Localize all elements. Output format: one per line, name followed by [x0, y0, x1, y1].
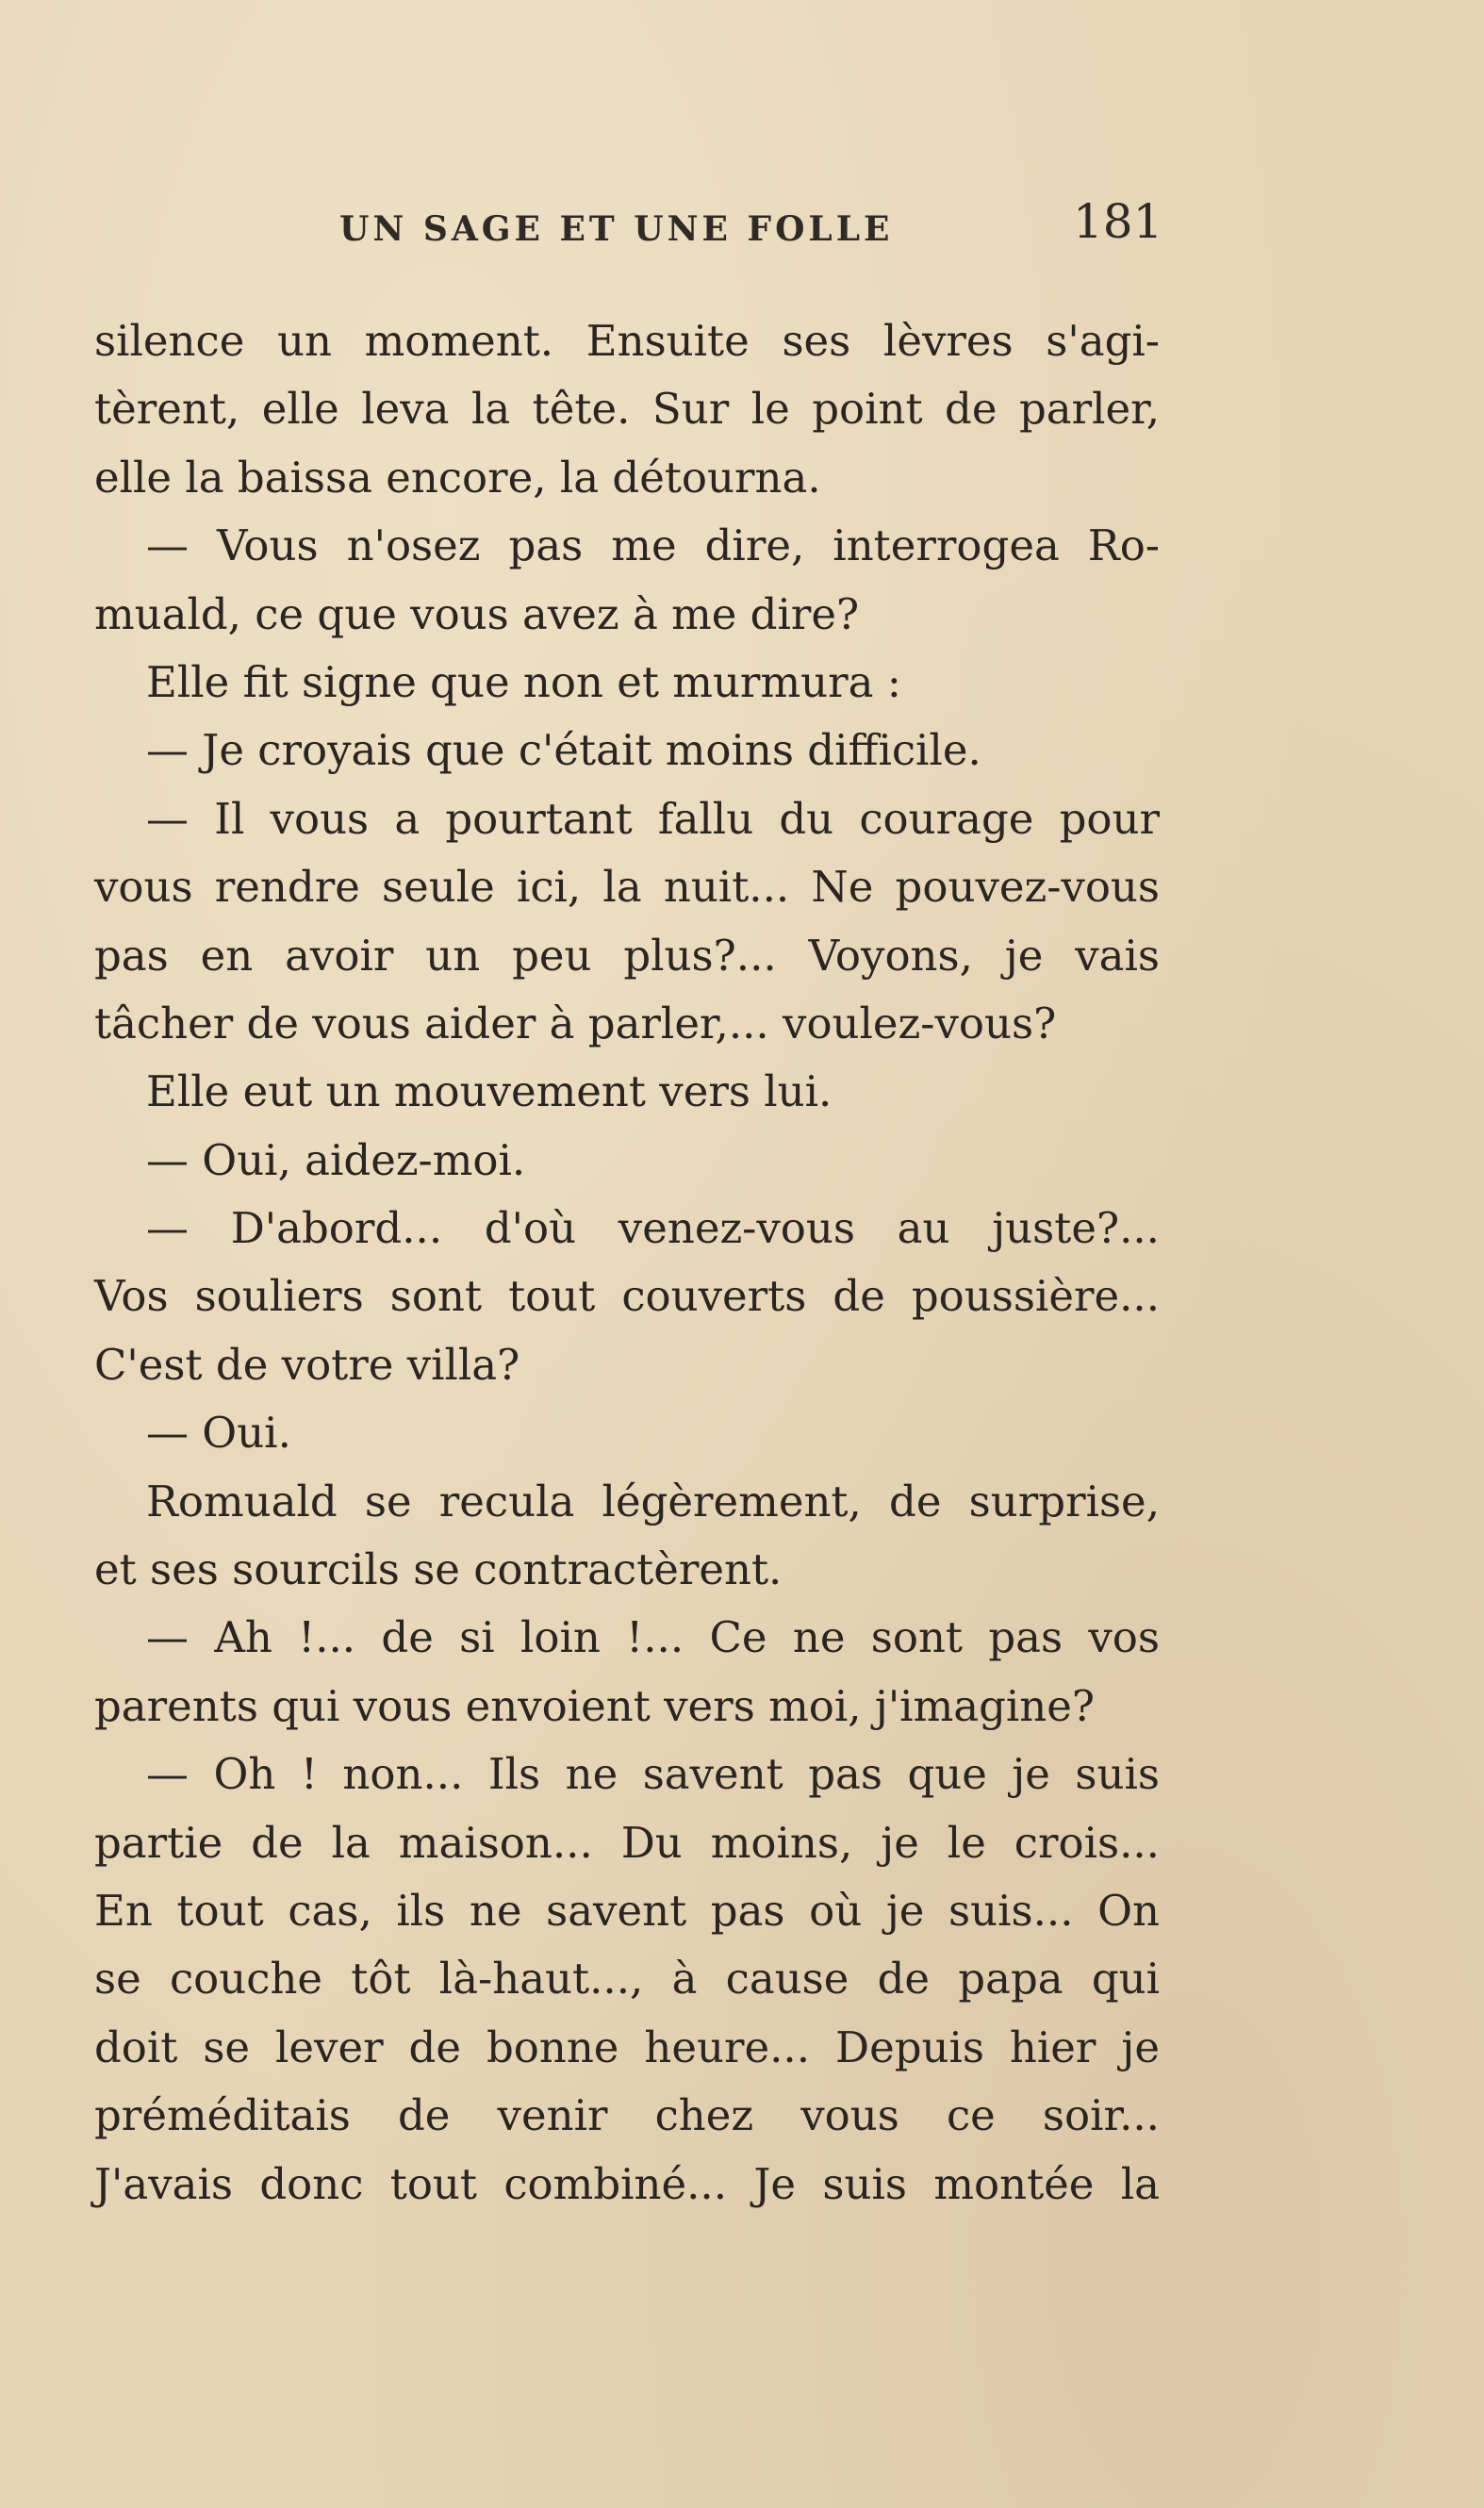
text-line: pas en avoir un peu plus?... Voyons, je vais: [94, 930, 1160, 981]
text-line: J'avais donc tout combiné... Je suis montée la: [94, 2158, 1160, 2209]
text-line: muald, ce que vous avez à me dire?: [94, 588, 860, 639]
body-text: [94, 307, 1160, 2219]
text-line: tâcher de vous aider à parler,... voulez-vous?: [94, 998, 1057, 1048]
text-line: tèrent, elle leva la tête. Sur le point de parler,: [94, 384, 1160, 435]
text-line: En tout cas, ils ne savent pas où je suis... On: [94, 1885, 1160, 1936]
text-line: — Vous n'osez pas me dire, interrogea Ro-: [146, 520, 1160, 571]
text-line: — Il vous a pourtant fallu du courage pour: [146, 793, 1160, 844]
text-line: Romuald se recula légèrement, de surprise,: [146, 1476, 1160, 1526]
text-line: — Oui.: [146, 1408, 291, 1459]
text-line: préméditais de venir chez vous ce soir...: [94, 2090, 1160, 2141]
text-line: C'est de votre villa?: [94, 1339, 520, 1390]
text-line: elle la baissa encore, la détourna.: [94, 452, 821, 503]
text-line: doit se lever de bonne heure... Depuis hier je: [94, 2021, 1160, 2072]
page-number: 181: [1073, 194, 1163, 249]
text-line: — Je croyais que c'était moins difficile.: [146, 725, 981, 776]
text-line: et ses sourcils se contractèrent.: [94, 1544, 783, 1595]
text-line: Elle eut un mouvement vers lui.: [146, 1066, 833, 1117]
text-line: silence un moment. Ensuite ses lèvres s'agi-: [94, 316, 1160, 366]
text-line: parents qui vous envoient vers moi, j'imagine?: [94, 1680, 1096, 1731]
running-title: UN SAGE ET UNE FOLLE: [339, 209, 894, 249]
text-line: Vos souliers sont tout couverts de poussière...: [94, 1271, 1160, 1322]
text-line: vous rendre seule ici, la nuit... Ne pouvez-vous: [94, 862, 1160, 913]
text-line: — Ah !... de si loin !... Ce ne sont pas vos: [146, 1612, 1160, 1663]
text-line: — Oh ! non... Ils ne savent pas que je suis: [146, 1749, 1160, 1800]
text-line: se couche tôt là-haut..., à cause de papa qui: [94, 1954, 1160, 2005]
text-line: partie de la maison... Du moins, je le crois...: [94, 1817, 1160, 1868]
text-line: Elle fit signe que non et murmura :: [146, 656, 901, 707]
text-line: — D'abord... d'où venez-vous au juste?...: [146, 1203, 1160, 1254]
text-line: — Oui, aidez-moi.: [146, 1134, 526, 1185]
